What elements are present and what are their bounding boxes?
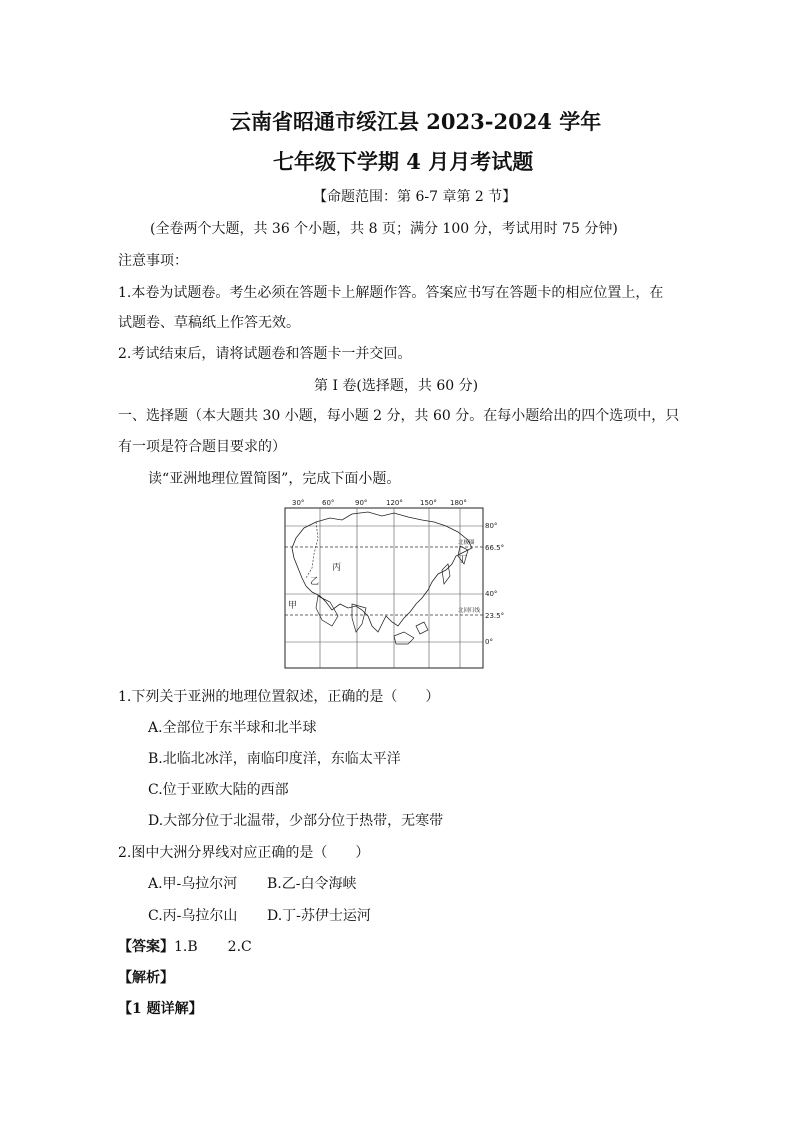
page-title-line1: 云南省昭通市绥江县 2023-2024 学年 <box>230 109 602 134</box>
q2-option-d: D.丁-苏伊士运河 <box>267 908 371 924</box>
question-heading-line2: 有一项是符合题目要求的） <box>118 439 286 455</box>
q2-option-b: B.乙-白令海峡 <box>267 876 357 892</box>
analysis-detail-1: 【1 题详解】 <box>118 1001 203 1017</box>
latitude-labels <box>485 522 504 646</box>
lon-label: 120° <box>386 499 403 507</box>
marker-yi: 乙 <box>310 577 320 587</box>
lon-label: 90° <box>355 499 368 507</box>
q2-stem: 2.图中大洲分界线对应正确的是（ ） <box>118 845 370 861</box>
map-instruction: 读“亚洲地理位置简图”，完成下面小题。 <box>148 471 401 487</box>
q1-option-c: C.位于亚欧大陆的西部 <box>148 782 289 798</box>
q1-option-d: D.大部分位于北温带，少部分位于热带，无寒带 <box>148 813 444 829</box>
note-item-1-line1: 1.本卷为试题卷。考生必须在答题卡上解题作答。答案应书写在答题卡的相应位置上，在 <box>118 285 664 301</box>
note-item-2: 2.考试结束后，请将试题卷和答题卡一并交回。 <box>118 346 412 362</box>
analysis-label: 【解析】 <box>118 970 174 986</box>
question-heading-line1: 一、选择题（本大题共 30 小题，每小题 2 分，共 60 分。在每小题给出的四个选项中，只 <box>118 408 680 424</box>
map-frame <box>285 508 483 668</box>
answer-row <box>118 936 252 956</box>
exam-scope: 【命题范围：第 6-7 章第 2 节】 <box>313 189 517 205</box>
answer-label: 【答案】 <box>118 939 174 955</box>
asia-location-map <box>282 498 512 670</box>
notes-heading: 注意事项： <box>118 253 188 269</box>
q2-option-c: C.丙-乌拉尔山 <box>148 908 238 924</box>
note-item-1-line2: 试题卷、草稿纸上作答无效。 <box>118 315 300 331</box>
lon-label: 150° <box>420 499 437 507</box>
q1-stem: 1.下列关于亚洲的地理位置叙述，正确的是（ ） <box>118 689 440 705</box>
lat-label: 23.5° <box>485 612 505 620</box>
arctic-circle-label: 北极圈 <box>458 540 475 546</box>
marker-jia: 甲 <box>288 601 298 611</box>
answer-2: 2.C <box>227 939 252 955</box>
part-title: 第 I 卷(选择题，共 60 分) <box>314 378 479 394</box>
answer-1: 1.B <box>174 939 198 955</box>
q2-option-a: A.甲-乌拉尔河 <box>148 876 238 892</box>
lat-label: 0° <box>485 638 493 646</box>
lon-label: 60° <box>322 499 335 507</box>
lat-label: 80° <box>485 522 498 530</box>
q1-option-b: B.北临北冰洋，南临印度洋，东临太平洋 <box>148 751 401 767</box>
lat-label: 66.5° <box>485 544 505 552</box>
marker-bing: 丙 <box>332 563 342 573</box>
lon-label: 180° <box>450 499 467 507</box>
exam-info: (全卷两个大题，共 36 个小题，共 8 页；满分 100 分，考试用时 75 分钟) <box>150 221 618 237</box>
lon-label: 30° <box>292 499 305 507</box>
marker-ding: 丁 <box>458 555 468 565</box>
page-title-line2: 七年级下学期 4 月月考试题 <box>273 149 534 174</box>
lat-label: 40° <box>485 590 498 598</box>
tropic-cancer-label: 北回归线 <box>458 608 481 614</box>
q1-option-a: A.全部位于东半球和北半球 <box>148 720 317 736</box>
longitude-labels <box>292 499 467 507</box>
